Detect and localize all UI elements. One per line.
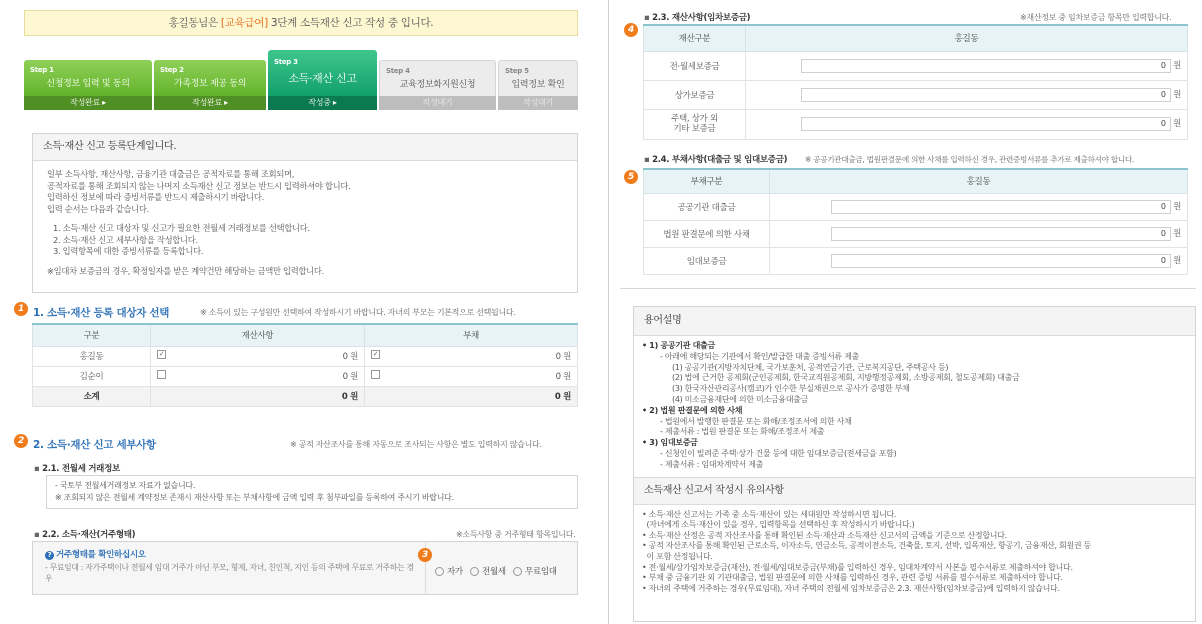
debt-table — [643, 168, 1188, 275]
unit: 원 — [563, 352, 571, 362]
debt-checkbox[interactable] — [371, 370, 380, 379]
table-row — [644, 247, 1188, 274]
total-row — [33, 386, 578, 406]
unit: 원 — [1173, 255, 1181, 266]
row-label: 임대보증금 — [644, 247, 770, 274]
amount-input[interactable]: 0 — [801, 59, 1171, 73]
glossary-line: (2) 법에 근거한 공제회(군인공제회, 한국교직원공제회, 지방행정공제회, 소방공제회, 철도공제회) 대출금 — [672, 373, 1020, 383]
debt-value: 0 — [555, 352, 561, 362]
total-label: 소계 — [33, 386, 151, 406]
step-num: Step 2 — [160, 66, 184, 74]
caution-heading: 소득재산 신고서 작성시 유의사항 — [634, 477, 1195, 505]
step-marker-1: 1 — [14, 302, 28, 316]
caution-line: (자녀에게 소득·재산이 있을 경우, 입력항목을 선택하신 후 작성하시기 바랍니다.) — [642, 520, 915, 530]
step-status: 작성완료 ▸ — [154, 96, 266, 110]
step-2[interactable] — [154, 60, 266, 110]
step-5[interactable] — [498, 60, 578, 110]
residence-box — [32, 541, 578, 595]
amount-input[interactable]: 0 — [801, 88, 1171, 102]
section1-note: ※ 소득이 있는 구성원만 선택하여 작성하시기 바랍니다. 자녀의 부모는 기본적으로 선택됩니다. — [200, 308, 516, 317]
table-row — [644, 109, 1188, 139]
col-header: 부채 — [365, 324, 578, 346]
banner-prefix: 홍길동님은 — [168, 17, 221, 29]
glossary-line: - 제출서류 : 임대차계약서 제출 — [660, 459, 764, 469]
panel-divider — [608, 0, 609, 624]
sub1-line: - 국토부 전월세거래정보 자료가 없습니다. — [55, 481, 196, 490]
step-title: 소득·재산 신고 — [288, 72, 357, 85]
target-table — [32, 323, 578, 407]
step-status: 작성대기 — [498, 96, 578, 110]
caution-line: 이 포함 산정됩니다. — [642, 551, 713, 561]
step-title: 신청정보 입력 및 동의 — [46, 79, 130, 89]
step-marker-5: 5 — [624, 170, 638, 184]
question-text: 거주형태를 확인하십시오 — [56, 550, 146, 560]
banner-suffix: 3단계 소득재산 신고 작성 중 입니다. — [267, 17, 434, 29]
step-title: 교육정보화지원신청 — [399, 80, 476, 90]
table-row — [644, 51, 1188, 80]
col-header: 구분 — [33, 324, 151, 346]
row-label: 상가보증금 — [644, 80, 746, 109]
step-num: Step 3 — [274, 58, 298, 66]
amount-input[interactable]: 0 — [831, 254, 1171, 268]
sub1-title: ▪ 2.1. 전월세 거래정보 — [34, 462, 120, 474]
unit: 원 — [1173, 119, 1181, 129]
amount-input[interactable]: 0 — [801, 117, 1171, 131]
col-header: 재산사항 — [151, 324, 365, 346]
debt-value: 0 — [555, 372, 561, 382]
residence-question — [45, 548, 146, 560]
table-row — [644, 193, 1188, 220]
table-row — [33, 366, 578, 386]
unit: 원 — [350, 352, 358, 362]
glossary-line: • 2) 법원 판결문에 의한 사채 — [642, 405, 743, 415]
deposit-table — [643, 24, 1188, 140]
caution-line: • 전·월세/상가임차보증금(재산), 전·월세/임대보증금(부채)를 입력하신 경우, 임대차계약서 사본을 필수서류로 제출하셔야 합니다. — [642, 562, 1073, 572]
step-status: 작성중 ▸ — [268, 96, 377, 110]
member-name: 김순이 — [33, 366, 151, 386]
intro-body — [33, 161, 577, 285]
glossary-line: (3) 한국자산관리공사(캠코)가 인수한 부실채권으로 공사가 증명한 부채 — [672, 384, 910, 394]
sub2-title: ▪ 2.2. 소득·재산(거주형태) — [34, 528, 135, 540]
glossary-line: - 제출서류 : 법원 판결문 또는 화해/조정조서 제출 — [660, 427, 825, 437]
help-icon: ? — [45, 551, 54, 560]
caution-body — [634, 505, 1195, 595]
caution-line: • 공적 자산조사를 통해 확인된 근로소득, 이자소득, 연금소득, 공적이전소득, 건축물, 토지, 선박, 입목재산, 항공기, 금융재산, 회원권 등 — [642, 541, 1091, 551]
debt-checkbox[interactable]: ✓ — [372, 350, 379, 358]
status-banner — [24, 10, 578, 36]
intro-line: 공적자료를 통해 조회되지 않는 나머지 소득재산 신고 정보는 반드시 입력하셔야 합니다. — [47, 180, 351, 191]
step-4[interactable] — [379, 60, 496, 110]
sub1-box — [46, 475, 578, 509]
intro-line: 입력하신 정보에 따라 증빙서류를 반드시 제출하시기 바랍니다. — [47, 192, 264, 202]
table-row — [644, 220, 1188, 247]
caution-line: • 부채 중 금융기관 외 기관대출금, 법원 판결문에 의한 사채를 입력하신 경우, 관련 증빙 서류를 필수서류로 제출하셔야 합니다. — [642, 573, 1063, 583]
section2-note: ※ 공적 자산조사를 통해 자동으로 조사되는 사항은 별도 입력하지 않습니다. — [290, 440, 542, 449]
radio-label: 전월세 — [482, 567, 506, 577]
step-3[interactable] — [268, 50, 377, 110]
asset-checkbox[interactable]: ✓ — [158, 350, 165, 358]
radio-rent[interactable] — [470, 567, 506, 577]
intro-line: 일부 소득사항, 재산사항, 금융기관 대출금은 공적자료를 통해 조회되며, — [47, 169, 295, 179]
sub24-note: ※ 공공기관대출금, 법원판결문에 의한 사채를 입력하신 경우, 관련증빙서류를 추가로 제출하셔야 합니다. — [805, 155, 1135, 164]
row-label: 공공기관 대출금 — [644, 193, 770, 220]
section-separator — [620, 288, 1196, 289]
caution-line: • 소득·재산 신고서는 가족 중 소득·재산이 있는 세대원만 작성하시면 됩니다. — [642, 509, 897, 519]
radio-free[interactable] — [513, 567, 557, 577]
sub24-title: ▪ 2.4. 부채사항(대출금 및 임대보증금) — [644, 153, 787, 165]
step-marker-4: 4 — [624, 23, 638, 37]
unit: 원 — [1173, 89, 1181, 100]
sub23-note: ※재산정보 중 임차보증금 항목만 입력합니다. — [1020, 13, 1172, 22]
step-num: Step 5 — [505, 67, 529, 75]
total-asset: 0 원 — [151, 386, 365, 406]
row-label: 법원 판결문에 의한 사채 — [644, 220, 770, 247]
member-name: 홍길동 — [33, 346, 151, 366]
caution-line: • 자녀의 주택에 거주하는 경우(무료임대), 자녀 주택의 전월세 임차보증금은 2.3. 재산사항(임차보증금)에 입력하지 않습니다. — [642, 583, 1060, 593]
row-label: 주택, 상가 외 기타 보증금 — [644, 109, 746, 139]
step-status: 작성대기 — [379, 96, 496, 110]
intro-step: 3. 입력항목에 대한 증빙서류를 등록합니다. — [53, 246, 204, 256]
step-marker-3: 3 — [418, 548, 432, 562]
intro-step: 1. 소득·재산 신고 대상자 및 신고가 필요한 전월세 거래정보를 선택합니다. — [53, 223, 310, 233]
intro-line: 입력 순서는 다음과 같습니다. — [47, 203, 149, 214]
caution-line: • 소득·재산 산정은 공적 자산조사를 통해 확인된 소득·재산과 소득재산 신고서의 금액을 기준으로 산정합니다. — [642, 530, 1007, 540]
banner-highlight: [교육급여] — [220, 17, 268, 29]
row-label: 전·월세보증금 — [644, 51, 746, 80]
residence-desc: - 무료임대 : 자가주택이나 전월세 임대 거주가 아닌 부모, 형제, 자녀, 친인척, 지인 등의 주택에 무료로 거주하는 경우 — [45, 563, 414, 583]
amount-input[interactable]: 0 — [831, 227, 1171, 241]
total-debt: 0 원 — [365, 386, 578, 406]
asset-checkbox[interactable] — [157, 370, 166, 379]
step-num: Step 1 — [30, 66, 54, 74]
table-row — [644, 80, 1188, 109]
radio-label: 무료임대 — [525, 567, 557, 577]
amount-input[interactable]: 0 — [831, 200, 1171, 214]
glossary-line: - 신청인이 빌려준 주택·상가 건물 등에 대한 임대보증금(전세금을 포함) — [660, 448, 897, 458]
sub2-note: ※소득사항 중 거주형태 항목입니다. — [456, 530, 576, 539]
glossary-box — [633, 306, 1196, 622]
glossary-line: (1) 공공기관(지방자치단체, 국가보훈처, 공적연금기관, 근로복지공단, 주택공사 등) — [672, 362, 949, 372]
section1-title: 1. 소득·재산 등록 대상자 선택 — [33, 307, 170, 319]
step-num: Step 4 — [386, 67, 410, 75]
radio-own[interactable] — [435, 567, 463, 577]
glossary-line: • 3) 임대보증금 — [642, 438, 698, 448]
asset-value: 0 — [342, 372, 348, 382]
glossary-heading: 용어설명 — [634, 307, 1195, 336]
asset-value: 0 — [342, 352, 348, 362]
step-marker-2: 2 — [14, 434, 28, 448]
col-header: 홍길동 — [746, 25, 1188, 51]
table-row — [33, 346, 578, 366]
unit: 원 — [1173, 201, 1181, 212]
col-header: 홍길동 — [770, 169, 1188, 193]
intro-step: 2. 소득·재산 신고 세부사항을 작성합니다. — [53, 234, 198, 245]
section2-title: 2. 소득·재산 신고 세부사항 — [33, 439, 156, 451]
step-status: 작성완료 ▸ — [24, 96, 152, 110]
step-title: 입력정보 확인 — [511, 80, 565, 90]
intro-heading: 소득·재산 신고 등록단계입니다. — [33, 134, 577, 161]
unit: 원 — [563, 372, 571, 382]
residence-radio-group — [435, 565, 557, 577]
sub1-line: ※ 조회되지 않은 전월세 계약정보 존재시 재산사항 또는 부채사항에 금액 입력 후 첨부파일를 등록하여 주시기 바랍니다. — [55, 493, 454, 502]
col-header: 부채구분 — [644, 169, 770, 193]
intro-note: ※임대차 보증금의 경우, 확정일자를 받은 계약건만 해당하는 금액만 입력합니다. — [47, 265, 324, 276]
glossary-line: - 아래에 해당되는 기관에서 확인/발급한 대출 증빙서류 제출 — [660, 351, 859, 361]
radio-label: 자가 — [447, 567, 463, 577]
unit: 원 — [1173, 228, 1181, 239]
unit: 원 — [350, 372, 358, 382]
step-title: 가족정보 제공 동의 — [173, 79, 247, 89]
unit: 원 — [1173, 60, 1181, 71]
glossary-line: (4) 미소금융재단에 의한 미소금융대출금 — [672, 394, 809, 404]
sub23-title: ▪ 2.3. 재산사항(임차보증금) — [644, 11, 750, 23]
glossary-body — [634, 336, 1195, 471]
glossary-line: - 법원에서 발행한 판결문 또는 화해/조정조서에 의한 사채 — [660, 416, 852, 426]
intro-box — [32, 133, 578, 293]
glossary-line: • 1) 공공기관 대출금 — [642, 341, 715, 350]
step-1[interactable] — [24, 60, 152, 110]
col-header: 재산구분 — [644, 25, 746, 51]
